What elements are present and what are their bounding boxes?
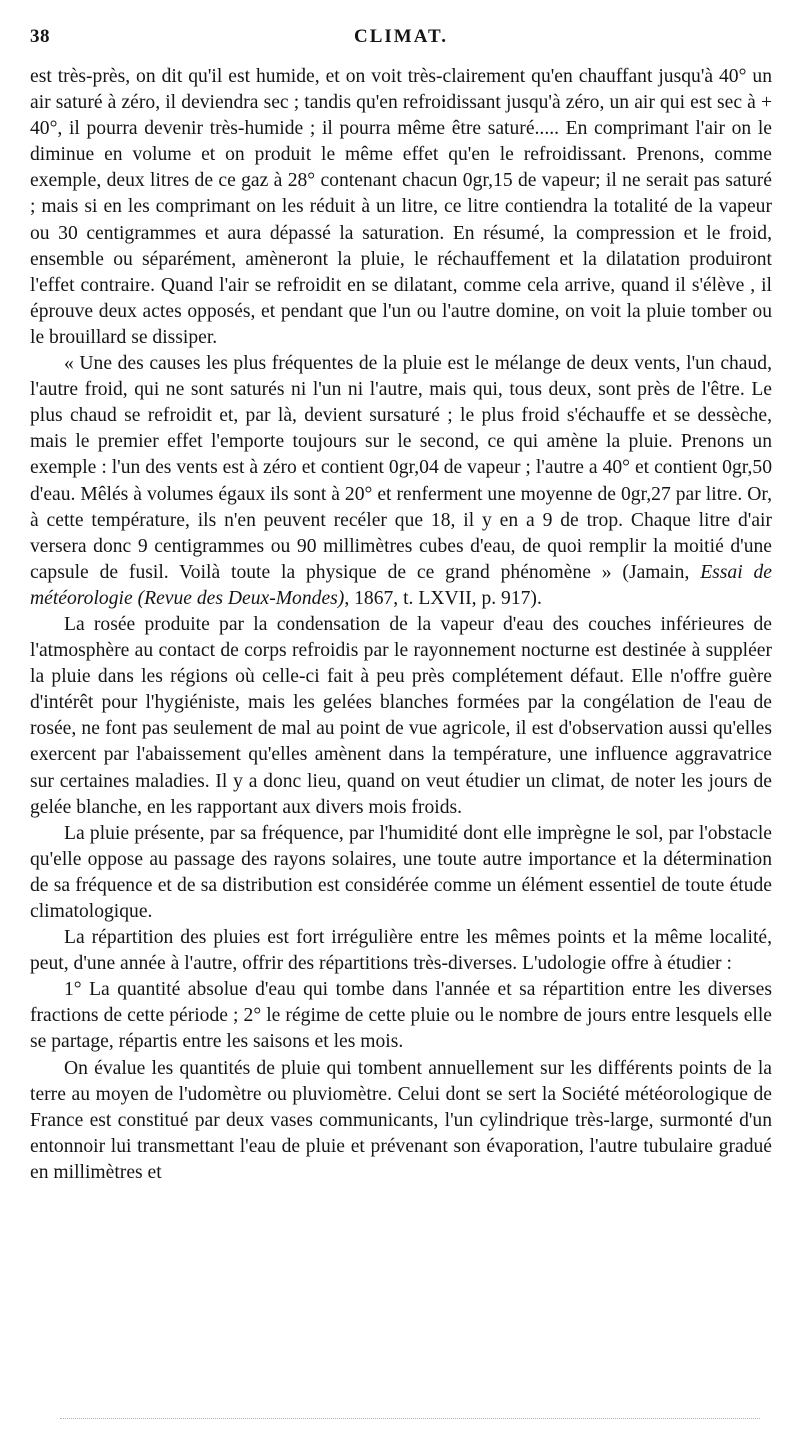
paragraph-5: La répartition des pluies est fort irrégulière entre les mêmes points et la même localité, peut, d'une année à l'autre, offrir des répartitions très-diverses. L'udologie offre à étudier : — [30, 927, 772, 975]
page-number: 38 — [30, 26, 50, 47]
paragraph-3: La rosée produite par la condensation de la vapeur d'eau des couches inférieures de l'atmosphère au contact de corps refroidis par le rayonnement nocturne est destinée à suppléer la pluie dans les régions où celle-ci fait à peu près complétement défaut. Elle n'offre guère d'intérêt pour l'hygiéniste, mais les gelées blanches formées par la congélation de l'eau de rosée, ne font pas seulement de mal au point de vue agricole, il est d'observation aussi qu'elles exercent par l'abaissement qu'elles amènent dans la température, une influence aggravatrice sur certaines maladies. Il y a donc lieu, quand on veut étudier un climat, de noter les jours de gelée blanche, en les rapportant aux divers mois froids. — [30, 613, 772, 818]
paragraph-1: est très-près, on dit qu'il est humide, et on voit très-clairement qu'en chauffant jusqu'à 40° un air saturé à zéro, il deviendra sec ; tandis qu'en refroidissant jusqu'à zéro, un air qui est sec à + 40°, il pourra devenir très-humide ; il pourra même être saturé..... En comprimant l'air on le diminue en volume et on produit le même effet qu'en le refroidissant. Prenons, comme exemple, deux litres de ce gaz à 28° contenant chacun 0gr,15 de vapeur; il ne serait pas saturé ; mais si en les comprimant on les réduit à un litre, ce litre contiendra la totalité de la vapeur ou 30 centigrammes et aura dépassé la saturation. En résumé, la compression et le froid, ensemble ou séparément, amèneront la pluie, le réchauffement et la dilatation produiront l'effet contraire. Quand l'air se refroidit en se dilatant, comme cela arrive, quand il s'élève , il éprouve deux actes opposés, et pendant que l'un ou l'autre domine, on voit la pluie tomber ou le brouillard se dissiper. — [30, 66, 772, 348]
page-header — [30, 20, 772, 50]
paragraph-2-quotation — [30, 351, 772, 612]
running-head: CLIMAT. — [353, 26, 449, 47]
footer-rule — [60, 1418, 760, 1419]
paragraph-4: La pluie présente, par sa fréquence, par l'humidité dont elle imprègne le sol, par l'obstacle qu'elle oppose au passage des rayons solaires, une toute autre importance et la détermination de sa fréquence et de sa distribution est considérée comme un élément essentiel de toute étude climatologique. — [30, 822, 772, 922]
paragraph-7: On évalue les quantités de pluie qui tombent annuellement sur les différents points de la terre au moyen de l'udomètre ou pluviomètre. Celui dont se sert la Société météorologique de France est constitué par deux vases communicants, l'un cylindrique très-large, surmonté d'un entonnoir lui transmettant l'eau de pluie et prévenant son évaporation, l'autre tubulaire gradué en millimètres et — [30, 1057, 772, 1183]
book-page — [30, 20, 772, 1186]
body-text — [30, 64, 772, 1186]
citation-details: , 1867, t. LXVII, p. 917). — [344, 587, 542, 609]
citation-journal: (Revue des Deux-Mondes) — [137, 587, 345, 609]
paragraph-6: 1° La quantité absolue d'eau qui tombe dans l'année et sa répartition entre les diverses fractions de cette période ; 2° le régime de cette pluie ou le nombre de jours entre lesquels elle se partage, répartis entre les saisons et les mois. — [30, 979, 772, 1053]
quotation-text: « Une des causes les plus fréquentes de la pluie est le mélange de deux vents, l'un chaud, l'autre froid, qui ne sont saturés ni l'un ni l'autre, mais qui, tous deux, sont près de l'être. Le plus chaud se refroidit et, par là, devient sursaturé ; le plus froid s'échauffe et se dessèche, mais le premier effet l'emporte toujours sur le second, ce qui amène la pluie. Prenons un exemple : l'un des vents est à zéro et contient 0gr,04 de vapeur ; l'autre a 40° et contient 0gr,50 d'eau. Mêlés à volumes égaux ils sont à 20° et renferment une moyenne de 0gr,27 par litre. Or, à cette température, ils n'en peuvent recéler que 18, il y en a 9 de trop. Chaque litre d'air versera donc 9 centigrammes ou 90 millimètres cubes d'eau, de quoi remplir la moitié d'une capsule de fusil. Voilà toute la physique de ce grand phénomène » (Jamain, — [30, 353, 772, 583]
citation-work-title: Essai de météorologie — [30, 561, 772, 609]
